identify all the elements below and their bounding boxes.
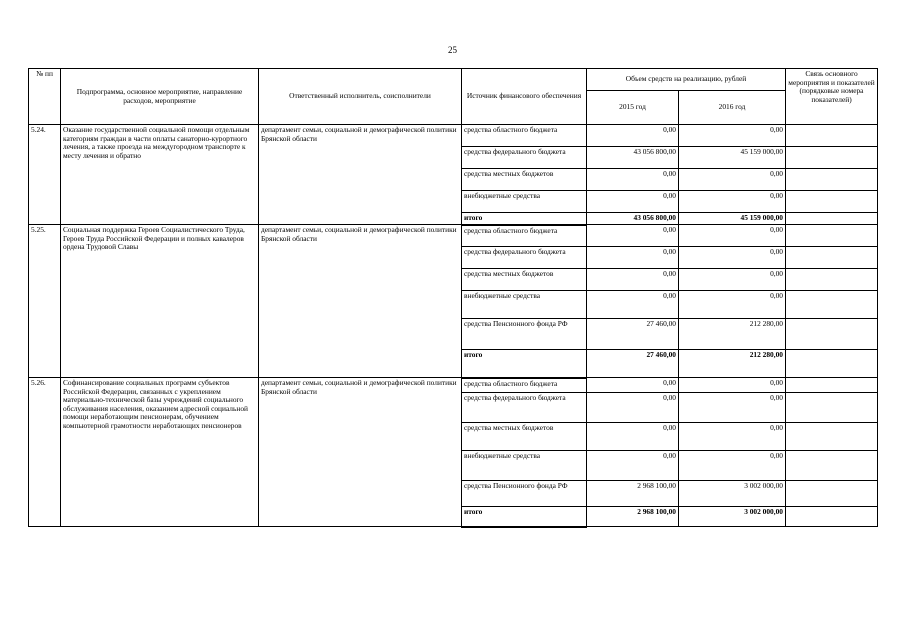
value-2016: 3 002 000,00 bbox=[679, 481, 786, 507]
header-link: Связь основного мероприятия и показателей (порядковые номера показателей) bbox=[786, 69, 878, 125]
value-2015: 0,00 bbox=[587, 191, 679, 213]
total-2016: 3 002 000,00 bbox=[679, 507, 786, 527]
row-program: Оказание государственной социальной помощи отдельным категориям граждан в части оплаты санаторно-курортного лечения, а также проезда на междугородном транспорте к месту лечения и обратно bbox=[61, 125, 259, 225]
source-name: средства Пенсионного фонда РФ bbox=[462, 481, 587, 507]
source-name: средства областного бюджета bbox=[462, 378, 587, 393]
source-name: средства местных бюджетов bbox=[462, 169, 587, 191]
link-cell bbox=[786, 247, 878, 269]
source-name: средства федерального бюджета bbox=[462, 147, 587, 169]
page-number: 25 bbox=[448, 45, 457, 55]
row-executor: департамент семьи, социальной и демографической политики Брянской области bbox=[259, 125, 462, 225]
link-cell bbox=[786, 291, 878, 319]
link-cell bbox=[786, 378, 878, 393]
header-volume: Объем средств на реализацию, рублей bbox=[587, 69, 786, 91]
source-name: средства областного бюджета bbox=[462, 125, 587, 147]
value-2015: 27 460,00 bbox=[587, 319, 679, 350]
link-cell bbox=[786, 423, 878, 451]
header-2016: 2016 год bbox=[679, 91, 786, 125]
source-name: внебюджетные средства bbox=[462, 451, 587, 481]
header-program: Подпрограмма, основное мероприятие, направление расходов, мероприятие bbox=[61, 69, 259, 125]
total-2015: 27 460,00 bbox=[587, 350, 679, 378]
header-2015: 2015 год bbox=[587, 91, 679, 125]
header-source: Источник финансового обеспечения bbox=[462, 69, 587, 125]
total-label: итого bbox=[462, 507, 587, 527]
value-2015: 0,00 bbox=[587, 451, 679, 481]
value-2016: 0,00 bbox=[679, 393, 786, 423]
total-label: итого bbox=[462, 213, 587, 225]
link-cell bbox=[786, 191, 878, 213]
value-2016: 0,00 bbox=[679, 291, 786, 319]
link-cell bbox=[786, 147, 878, 169]
value-2016: 0,00 bbox=[679, 269, 786, 291]
value-2016: 0,00 bbox=[679, 125, 786, 147]
source-name: средства федерального бюджета bbox=[462, 393, 587, 423]
source-name: средства Пенсионного фонда РФ bbox=[462, 319, 587, 350]
link-cell bbox=[786, 507, 878, 527]
total-2015: 43 056 800,00 bbox=[587, 213, 679, 225]
link-cell bbox=[786, 481, 878, 507]
value-2016: 0,00 bbox=[679, 423, 786, 451]
link-cell bbox=[786, 125, 878, 147]
source-name: внебюджетные средства bbox=[462, 191, 587, 213]
source-name: внебюджетные средства bbox=[462, 291, 587, 319]
value-2016: 0,00 bbox=[679, 451, 786, 481]
value-2015: 0,00 bbox=[587, 225, 679, 247]
header-executor: Ответственный исполнитель, соисполнители bbox=[259, 69, 462, 125]
link-cell bbox=[786, 319, 878, 350]
value-2016: 0,00 bbox=[679, 225, 786, 247]
link-cell bbox=[786, 451, 878, 481]
value-2015: 0,00 bbox=[587, 247, 679, 269]
link-cell bbox=[786, 269, 878, 291]
total-label: итого bbox=[462, 350, 587, 378]
row-program: Социальная поддержка Героев Социалистического Труда, Героев Труда Российской Федерации и полных кавалеров ордена Трудовой Славы bbox=[61, 225, 259, 378]
source-name: средства федерального бюджета bbox=[462, 247, 587, 269]
total-2016: 45 159 000,00 bbox=[679, 213, 786, 225]
value-2015: 2 968 100,00 bbox=[587, 481, 679, 507]
link-cell bbox=[786, 350, 878, 378]
value-2015: 0,00 bbox=[587, 393, 679, 423]
value-2015: 0,00 bbox=[587, 125, 679, 147]
header-num: № пп bbox=[29, 69, 61, 125]
link-cell bbox=[786, 225, 878, 247]
funding-table bbox=[28, 68, 878, 528]
value-2016: 0,00 bbox=[679, 169, 786, 191]
value-2015: 0,00 bbox=[587, 291, 679, 319]
value-2015: 0,00 bbox=[587, 269, 679, 291]
value-2016: 0,00 bbox=[679, 191, 786, 213]
value-2016: 0,00 bbox=[679, 247, 786, 269]
source-name: средства местных бюджетов bbox=[462, 423, 587, 451]
value-2016: 212 280,00 bbox=[679, 319, 786, 350]
row-num: 5.24. bbox=[29, 125, 61, 225]
total-2015: 2 968 100,00 bbox=[587, 507, 679, 527]
value-2015: 43 056 800,00 bbox=[587, 147, 679, 169]
row-program: Софинансирование социальных программ субъектов Российской Федерации, связанных с укреплением материально-технической базы учреждений социального обслуживания населения, оказанием адресной социальной помощи неработающим пенсионерам, обучением компьютерной грамотности неработающих пенсионеров bbox=[61, 378, 259, 527]
value-2015: 0,00 bbox=[587, 423, 679, 451]
total-2016: 212 280,00 bbox=[679, 350, 786, 378]
link-cell bbox=[786, 393, 878, 423]
row-num: 5.26. bbox=[29, 378, 61, 527]
source-name: средства областного бюджета bbox=[462, 225, 587, 247]
row-executor: департамент семьи, социальной и демографической политики Брянской области bbox=[259, 378, 462, 527]
value-2015: 0,00 bbox=[587, 169, 679, 191]
value-2016: 0,00 bbox=[679, 378, 786, 393]
value-2016: 45 159 000,00 bbox=[679, 147, 786, 169]
row-num: 5.25. bbox=[29, 225, 61, 378]
link-cell bbox=[786, 213, 878, 225]
source-name: средства местных бюджетов bbox=[462, 269, 587, 291]
row-executor: департамент семьи, социальной и демографической политики Брянской области bbox=[259, 225, 462, 378]
value-2015: 0,00 bbox=[587, 378, 679, 393]
link-cell bbox=[786, 169, 878, 191]
